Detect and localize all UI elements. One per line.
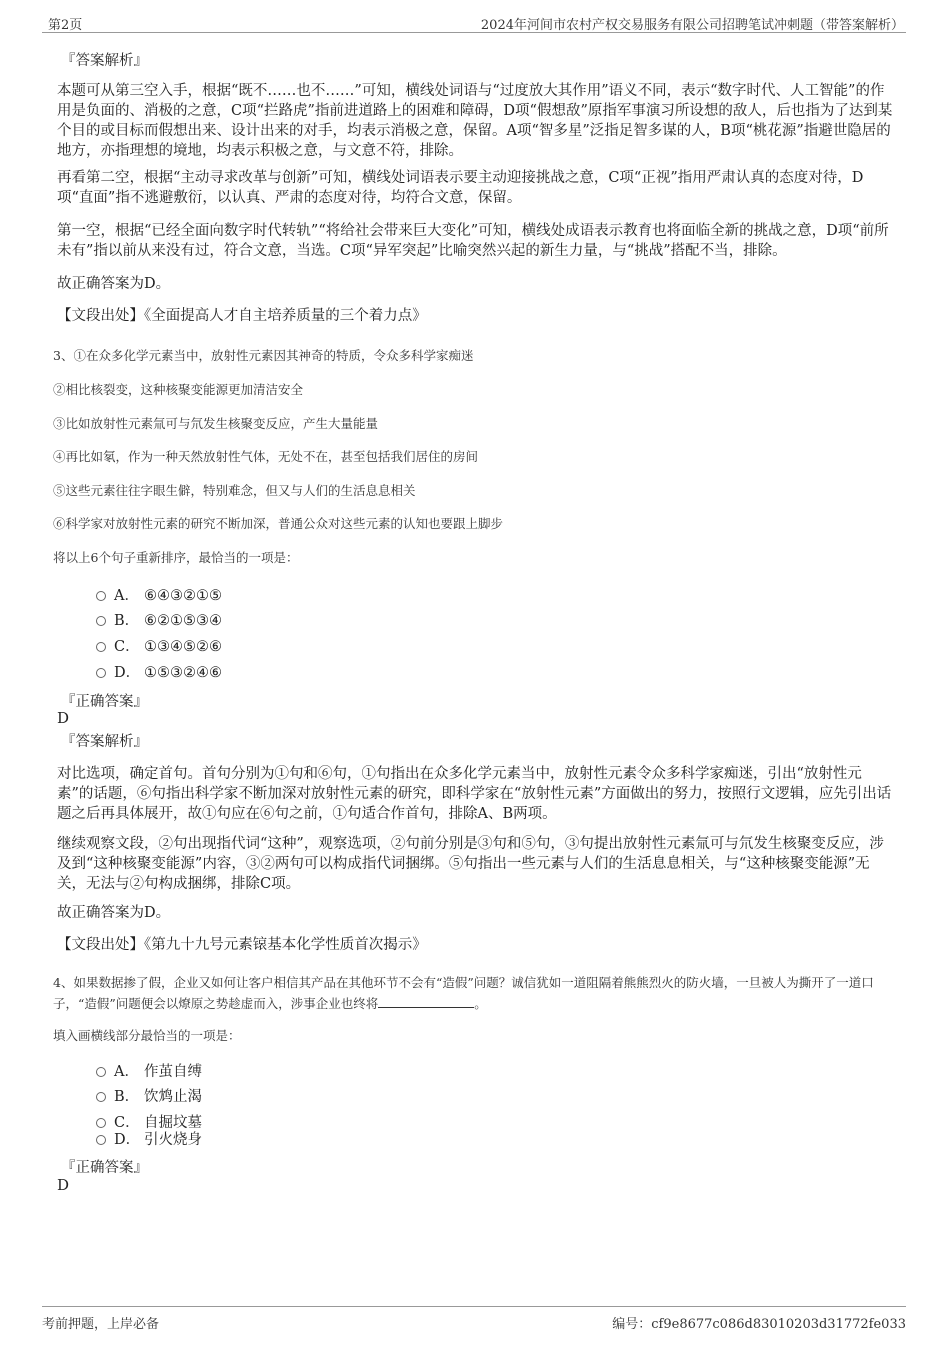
fill-blank xyxy=(378,995,474,1008)
question-sentence: ②相比核裂变，这种核聚变能源更加清洁安全 xyxy=(53,382,304,397)
page-footer xyxy=(42,1306,906,1335)
radio-button[interactable] xyxy=(96,1135,106,1145)
correct-answer: D xyxy=(57,709,70,727)
question-prompt: 将以上6个句子重新排序，最恰当的一项是： xyxy=(53,550,299,565)
document-title: 2024年河间市农村产权交易服务有限公司招聘笔试冲刺题（带答案解析） xyxy=(480,18,904,33)
radio-button[interactable] xyxy=(96,591,106,601)
analysis-paragraph: 对比选项，确定首句。首句分别为①句和⑥句，①句指出在众多化学元素当中，放射性元素令众多科学家痴迷，引出“放射性元素”的话题，⑥句指出科学家不断加深对放射性元素的研究，即科学家在“放射性元素”方面做出的努力，按照行文逻辑，应先引出话题之后再具体展开，故①句应在⑥句之前，①句适合作首句，排除A、B两项。 xyxy=(57,766,892,822)
analysis-paragraph: 本题可从第三空入手，根据“既不……也不……”可知，横线处词语与“过度放大其作用”语义不同，表示“数字时代、人工智能”的作用是负面的、消极的之意，C项“拦路虎”指前进道路上的困难和障碍，D项“假想敌”原指军事演习所设想的敌人，后也指为了达到某个目的或目标而假想出来、设计出来的对手，均表示消极之意，保留。A项“智多星”泛指足智多谋的人，B项“桃花源”指避世隐居的地方，亦指理想的境地，均表示积极之意，与文意不符，排除。 xyxy=(57,83,893,159)
question-stem: 4、如果数据掺了假，企业又如何让客户相信其产品在其他环节不会有“造假”问题？诚信犹如一道阻隔着熊熊烈火的防火墙，一旦被人为撕开了一道口子，“造假”问题便会以燎原之势趁虚而入，涉事企业也终将 。 xyxy=(53,975,874,1011)
radio-button[interactable] xyxy=(96,642,106,652)
option-a[interactable]: A． ⑥④③②①⑤ xyxy=(96,584,222,604)
page-header xyxy=(42,12,906,33)
footer-slogan: 考前押题，上岸必备 xyxy=(42,1317,160,1332)
question-sentence: ③比如放射性元素氚可与氘发生核聚变反应，产生大量能量 xyxy=(53,416,379,431)
source-citation: 【文段出处】《全面提高人才自主培养质量的三个着力点》 xyxy=(57,308,427,324)
option-b[interactable]: B． ⑥②①⑤③④ xyxy=(96,609,222,629)
radio-button[interactable] xyxy=(96,616,106,626)
source-citation: 【文段出处】《第九十九号元素锿基本化学性质首次揭示》 xyxy=(57,937,427,953)
analysis-paragraph: 继续观察文段，②句出现指代词“这种”，观察选项，②句前分别是③句和⑤句，③句提出放射性元素氚可与氘发生核聚变反应，涉及到“这种核聚变能源”内容，③②两句可以构成指代词捆绑。⑤句指出一些元素与人们的生活息息相关，与“这种核聚变能源”无关，无法与②句构成捆绑，排除C项。 xyxy=(57,836,884,892)
radio-button[interactable] xyxy=(96,1067,106,1077)
analysis-paragraph: 再看第二空，根据“主动寻求改革与创新”可知，横线处词语表示要主动迎接挑战之意，C项“正视”指用严肃认真的态度对待，D项“直面”指不逃避敷衍，以认真、严肃的态度对待，均符合文意，保留。 xyxy=(57,170,864,206)
correct-answer: D xyxy=(57,1176,70,1194)
analysis-label: 『答案解析』 xyxy=(61,53,148,69)
conclusion: 故正确答案为D。 xyxy=(57,905,171,921)
option-c[interactable]: C． ①③④⑤②⑥ xyxy=(96,635,222,655)
radio-button[interactable] xyxy=(96,1092,106,1102)
question-sentence: ⑥科学家对放射性元素的研究不断加深，普通公众对这些元素的认知也要跟上脚步 xyxy=(53,516,504,531)
page-number: 第2页 xyxy=(48,18,83,33)
document-serial: 编号：cf9e8677c086d83010203d31772fe033 xyxy=(612,1317,906,1332)
option-c[interactable]: C． 自掘坟墓 xyxy=(96,1111,202,1131)
correct-answer-label: 『正确答案』 xyxy=(61,694,148,710)
question-prompt: 填入画横线部分最恰当的一项是： xyxy=(53,1028,241,1043)
conclusion: 故正确答案为D。 xyxy=(57,276,171,292)
correct-answer-label: 『正确答案』 xyxy=(61,1160,148,1176)
analysis-paragraph: 第一空，根据“已经全面向数字时代转轨”“将给社会带来巨大变化”可知，横线处成语表示教育也将面临全新的挑战之意，D项“前所未有”指以前从来没有过，符合文意，当选。C项“异军突起”比喻突然兴起的新生力量，与“挑战”搭配不当，排除。 xyxy=(57,223,889,259)
question-sentence: 3、①在众多化学元素当中，放射性元素因其神奇的特质，令众多科学家痴迷 xyxy=(53,348,474,363)
question-sentence: ④再比如氡，作为一种天然放射性气体，无处不在，甚至包括我们居住的房间 xyxy=(53,449,479,464)
option-d[interactable]: D． ①⑤③②④⑥ xyxy=(96,661,222,681)
option-b[interactable]: B． 饮鸩止渴 xyxy=(96,1085,202,1105)
question-sentence: ⑤这些元素往往字眼生僻，特别难念，但又与人们的生活息息相关 xyxy=(53,483,416,498)
analysis-label: 『答案解析』 xyxy=(61,734,148,750)
radio-button[interactable] xyxy=(96,668,106,678)
radio-button[interactable] xyxy=(96,1118,106,1128)
option-d[interactable]: D． 引火烧身 xyxy=(96,1128,202,1148)
option-a[interactable]: A． 作茧自缚 xyxy=(96,1060,202,1080)
